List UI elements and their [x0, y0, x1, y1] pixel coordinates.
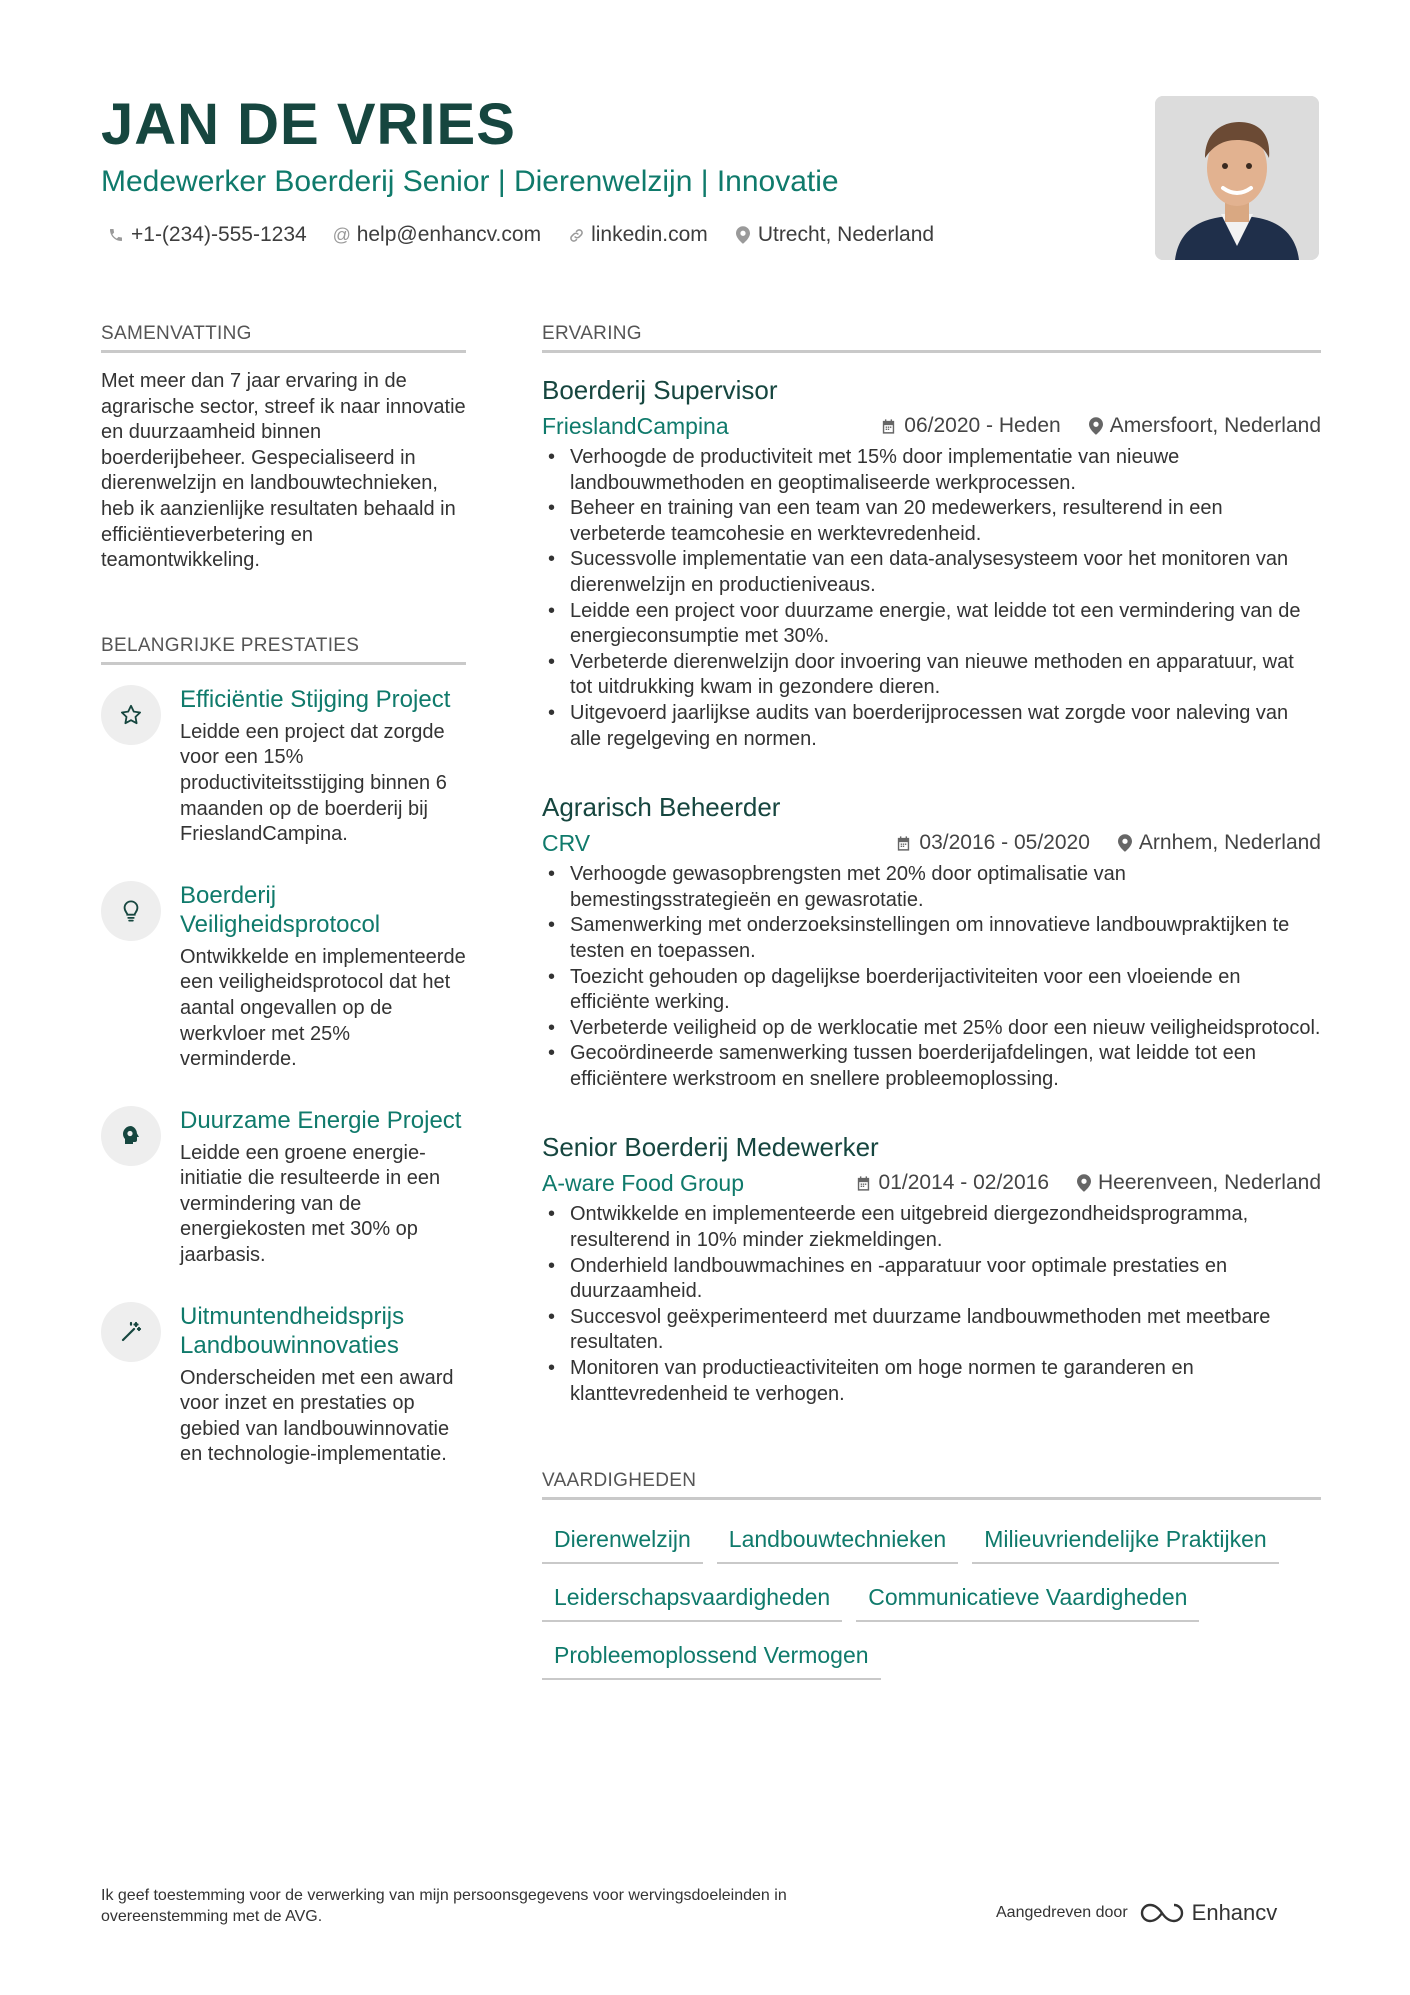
star-icon [101, 685, 161, 745]
job-company: CRV [542, 829, 591, 856]
lightbulb-icon [101, 881, 161, 941]
enhancv-brand-text: Enhancv [1191, 1900, 1278, 1925]
job-meta [542, 409, 1321, 443]
achievement-name: Uitmuntendheidsprijs Landbouwinnovaties [180, 1302, 405, 1359]
achievement-name: Efficiëntie Stijging Project [180, 685, 451, 713]
list-item: • Verhoogde gewasopbrengsten met 20% door optimalisatie van bemestingsstrategieën en gewasrotatie. [542, 862, 1321, 913]
skill-tag: Milieuvriendelijke Praktijken [972, 1520, 1279, 1564]
contact-linkedin-text: linkedin.com [591, 223, 708, 246]
at-icon: @ [332, 225, 351, 245]
contact-email-text: help@enhancv.com [356, 223, 542, 246]
list-item: • Monitoren van productieactiviteiten om hoge normen te garanderen en klanttevredenheid te verhogen. [542, 1356, 1321, 1407]
summary-text: Met meer dan 7 jaar ervaring in de agrarische sector, streef ik naar innovatie en duurzaamheid binnen boerderijbeheer. Gespecialiseerd in dierenwelzijn en landbouwtechnieken, heb ik aanzienlijke resultaten behaald in efficiëntieverbetering en teamontwikkeling. [101, 370, 466, 572]
candidate-name: JAN DE VRIES [101, 92, 516, 157]
achievement-desc: Onderscheiden met een award voor inzet en prestaties op gebied van landbouwinnovatie en technologie-implementatie. [180, 1366, 454, 1466]
skill-tag: Landbouwtechnieken [717, 1520, 958, 1564]
powered-by[interactable] [996, 1900, 1277, 1926]
profile-photo [1155, 96, 1319, 260]
list-item: • Sucessvolle implementatie van een data-analysesysteem voor het monitoren van dierenwelzijn en productieniveaus. [542, 547, 1321, 598]
achievement-name: Boerderij Veiligheidsprotocol [180, 881, 381, 938]
list-item: • Samenwerking met onderzoeksinstellingen om innovatieve landbouwpraktijken te testen en toepassen. [542, 913, 1321, 964]
list-item: • Verhoogde de productiviteit met 15% door implementatie van nieuwe landbouwmethoden en geoptimaliseerde werkprocessen. [542, 445, 1321, 496]
achievements-title: BELANGRIJKE PRESTATIES [101, 634, 466, 665]
list-item: • Gecoördineerde samenwerking tussen boerderijafdelingen, wat leidde tot een efficiëntere werkstroom en snellere probleemoplossing. [542, 1041, 1321, 1092]
skill-tag: Probleemoplossend Vermogen [542, 1636, 881, 1680]
achievement-item [101, 881, 466, 1073]
left-column [101, 322, 466, 1501]
contact-location [734, 220, 934, 250]
job-location: Amersfoort, Nederland [1109, 414, 1321, 437]
list-item: • Succesvol geëxperimenteerd met duurzame landbouwmethoden met meetbare resultaten. [542, 1305, 1321, 1356]
achievement-item [101, 685, 466, 848]
right-column [542, 322, 1321, 1680]
job-location: Arnhem, Nederland [1138, 831, 1321, 855]
achievement-desc: Ontwikkelde en implementeerde een veiligheidsprotocol dat het aantal ongevallen op de werkvloer met 25% verminderde. [180, 945, 466, 1071]
summary-title: SAMENVATTING [101, 322, 466, 353]
list-item: • Verbeterde dierenwelzijn door invoering van nieuwe methoden en apparatuur, wat tot uitdrukking kwam in gezondere dieren. [542, 650, 1321, 701]
job-company: FrieslandCampina [542, 412, 729, 439]
experience-title: ERVARING [542, 322, 1321, 353]
powered-by-label: Aangedreven door [996, 1904, 1128, 1921]
contact-phone[interactable] [107, 220, 307, 250]
skill-tag: Communicatieve Vaardigheden [856, 1578, 1199, 1622]
phone-icon [107, 227, 125, 243]
job-title: Senior Boerderij Medewerker [542, 1132, 879, 1163]
list-item: • Onderhield landbouwmachines en -apparatuur voor optimale prestaties en duurzaamheid. [542, 1254, 1321, 1305]
job-meta [542, 1166, 1321, 1200]
calendar-icon [880, 418, 897, 435]
job-location: Heerenveen, Nederland [1098, 1171, 1321, 1195]
skills-title: VAARDIGHEDEN [542, 1469, 1321, 1500]
job-dates: 03/2016 - 05/2020 [919, 831, 1090, 855]
achievement-item [101, 1302, 466, 1468]
list-item: • Beheer en training van een team van 20 medewerkers, resulterend in een verbeterde teamcohesie en werktevredenheid. [542, 496, 1321, 547]
list-item: • Verbeterde veiligheid op de werklocatie met 25% door een nieuw veiligheidsprotocol. [542, 1016, 1321, 1042]
skill-tag: Leiderschapsvaardigheden [542, 1578, 842, 1622]
list-item: • Toezicht gehouden op dagelijkse boerderijactiviteiten voor een vloeiende en efficiënte werking. [542, 965, 1321, 1016]
job-bullets [542, 445, 1321, 752]
achievement-item [101, 1106, 466, 1269]
job-entry [542, 790, 1321, 1092]
contact-phone-text: +1-(234)-555-1234 [131, 223, 307, 246]
contact-location-text: Utrecht, Nederland [757, 223, 935, 246]
job-company: A-ware Food Group [542, 1169, 744, 1196]
achievement-name: Duurzame Energie Project [180, 1106, 462, 1134]
job-entry [542, 1130, 1321, 1407]
achievement-desc: Leidde een groene energie-initiatie die resulteerde in een vermindering van de energiekosten met 30% op jaarbasis. [180, 1141, 441, 1267]
infinity-icon [1140, 1901, 1184, 1925]
list-item: • Ontwikkelde en implementeerde een uitgebreid diergezondheidsprogramma, resulterend in 10% minder ziekmeldingen. [542, 1202, 1321, 1253]
location-icon [1077, 1174, 1091, 1192]
magic-wand-icon [101, 1302, 161, 1362]
link-icon [567, 227, 585, 244]
calendar-icon [855, 1175, 872, 1192]
contact-bar [107, 220, 934, 250]
contact-email[interactable] [333, 220, 541, 250]
location-icon [734, 226, 752, 244]
enhancv-logo [1140, 1900, 1278, 1926]
resume-header [101, 92, 1321, 262]
contact-linkedin[interactable] [567, 220, 708, 250]
candidate-headline: Medewerker Boerderij Senior | Dierenwelzijn | Innovatie [101, 165, 839, 198]
achievement-desc: Leidde een project dat zorgde voor een 15% productiviteitsstijging binnen 6 maanden op de boerderij bij FrieslandCampina. [180, 720, 447, 846]
head-idea-icon [101, 1106, 161, 1166]
job-meta [542, 826, 1321, 860]
location-icon [1089, 417, 1103, 435]
job-dates: 06/2020 - Heden [904, 414, 1061, 437]
job-dates: 01/2014 - 02/2016 [878, 1171, 1050, 1195]
location-icon [1118, 834, 1132, 852]
achievements-list [101, 685, 466, 1468]
calendar-icon [895, 835, 912, 852]
list-item: • Leidde een project voor duurzame energie, wat leidde tot een vermindering van de energieconsumptie met 30%. [542, 599, 1321, 650]
job-bullets [542, 1202, 1321, 1407]
job-bullets [542, 862, 1321, 1092]
job-title: Agrarisch Beheerder [542, 792, 781, 823]
list-item: • Uitgevoerd jaarlijkse audits van boerderijprocessen wat zorgde voor naleving van alle regelgeving en normen. [542, 701, 1321, 752]
skills-list [542, 1520, 1321, 1680]
gdpr-consent: Ik geef toestemming voor de verwerking van mijn persoonsgegevens voor wervingsdoeleinden in overeenstemming met de AVG. [101, 1887, 787, 1925]
job-title: Boerderij Supervisor [542, 375, 778, 405]
skill-tag: Dierenwelzijn [542, 1520, 703, 1564]
job-entry [542, 373, 1321, 752]
